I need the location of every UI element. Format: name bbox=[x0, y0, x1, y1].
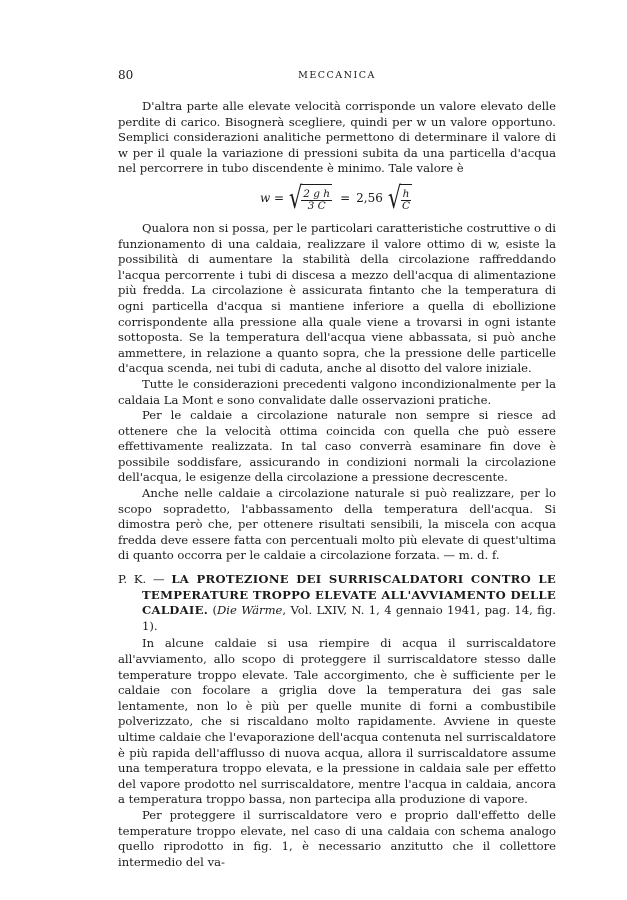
fraction-denominator: 3 C bbox=[307, 199, 326, 212]
article-source-open: ( bbox=[212, 603, 217, 618]
paragraph: Anche nelle caldaie a circolazione naturale si può realizzare, per lo scopo sopradetto, l'abbassamento della temperatura dell'acqua. Si dimostra però che, per ottenere risultati sensibili, la miscela con acqua fredda deve essere fatta con percentuali molto più elevate di quest'ultima di quanto occorra per le caldaie a circolazione forzata. — m. d. f. bbox=[118, 486, 556, 563]
formula-equals: = bbox=[340, 191, 351, 206]
paragraph: Qualora non si possa, per le particolari caratteristiche costruttive o di funzionamento di una caldaia, realizzare il valore ottimo di w, esiste la possibilità di aumentare la stabilità della circolazione raffreddando l'acqua percorrente i tubi di discesa a mezzo dell'acqua di alimentazione più fredda. La circolazione è assicurata fintanto che la temperatura di ogni particella d'acqua si mantiene inferiore a quella di ebollizione corrispondente alla pressione alla quale viene a trovarsi in ogni istante sottoposta. Se la temperatura dell'acqua viene abbassata, si può anche ammettere, in relazione a quanto sopra, che la pressione delle particelle d'acqua scenda, nei tubi di caduta, anche al disotto del valore iniziale. bbox=[118, 220, 556, 376]
article bbox=[118, 572, 556, 870]
paragraph: Per le caldaie a circolazione naturale non sempre si riesce ad ottenere che la velocità ottima coincida con quella che può essere effettivamente realizzata. In tal caso converrà esaminare fin dove è possibile soddisfare, assicurando in condizioni normali la circolazione dell'acqua, le esigenze della circolazione a pressione decrescente. bbox=[118, 408, 556, 485]
paragraph: Tutte le considerazioni precedenti valgono incondizionalmente per la caldaia La Mont e sono convalidate dalle osservazioni pratiche. bbox=[118, 376, 556, 407]
body-text bbox=[118, 99, 556, 870]
article-author: P. K. — bbox=[118, 572, 165, 587]
sqrt-symbol: √ $\frac{h}{C}$ bbox=[387, 180, 411, 216]
fraction bbox=[301, 189, 332, 212]
paragraph: D'altra parte alle elevate velocità corrisponde un valore elevato delle perdite di carico. Bisognerà scegliere, quindi per w un valore opportuno. Semplici considerazioni analitiche permettono di determinare il valore di w per il quale la variazione di pressioni subita da una particella d'acqua nel percorrere in tubo discendente è minimo. Tale valore è bbox=[118, 99, 556, 176]
fraction bbox=[400, 189, 412, 212]
formula-lhs: w = bbox=[259, 191, 285, 206]
fraction-numerator: h bbox=[402, 187, 410, 200]
sqrt-symbol: √ $\frac{\text{2 g h}}{3 C}$ bbox=[288, 180, 331, 216]
article-heading bbox=[118, 572, 556, 634]
article-source-journal: Die Wärme bbox=[217, 603, 283, 618]
running-header bbox=[118, 68, 556, 82]
paragraph: Per proteggere il surriscaldatore vero e proprio dall'effetto delle temperature troppo elevate, nel caso di una caldaia con schema analogo quello riprodotto in fig. 1, è necessario anzitutto che il collettore intermedio del va- bbox=[118, 807, 556, 869]
formula bbox=[118, 177, 556, 221]
formula-coefficient: 2,56 bbox=[356, 191, 383, 206]
running-title: MECCANICA bbox=[298, 70, 376, 81]
fraction-denominator: C bbox=[401, 199, 411, 212]
article-source-rest: , Vol. LXIV, N. 1, 4 gennaio 1941, pag. 14, fig. 1). bbox=[142, 603, 556, 633]
fraction-numerator: 2 g h bbox=[303, 187, 331, 200]
article-title: LA PROTEZIONE DEI SURRISCALDATORI CONTRO LE TEMPERATURE TROPPO ELEVATE ALL'AVVIAMENTO DELLE CALDAIE. bbox=[142, 572, 556, 618]
paragraph: In alcune caldaie si usa riempire di acqua il surriscaldatore all'avviamento, allo scopo di proteggere il surriscaldatore stesso dalle temperature troppo elevate. Tale accorgimento, che è sufficiente per le caldaie con focolare a griglia dove la temperatura dei gas sale lentamente, non lo è più per quelle munite di forni a combustibile polverizzato, che si riscaldano molto rapidamente. Avviene in queste ultime caldaie che l'evaporazione dell'acqua contenuta nel surriscaldatore è più rapida dell'afflusso di nuova acqua, allora il surriscaldatore assume una temperatura troppo elevata, e la pressione in caldaia sale per effetto del vapore prodotto nel surriscaldatore, mentre l'acqua in caldaia, ancora a temperatura troppo bassa, non partecipa alla produzione di vapore. bbox=[118, 636, 556, 807]
page-number: 80 bbox=[118, 68, 134, 82]
